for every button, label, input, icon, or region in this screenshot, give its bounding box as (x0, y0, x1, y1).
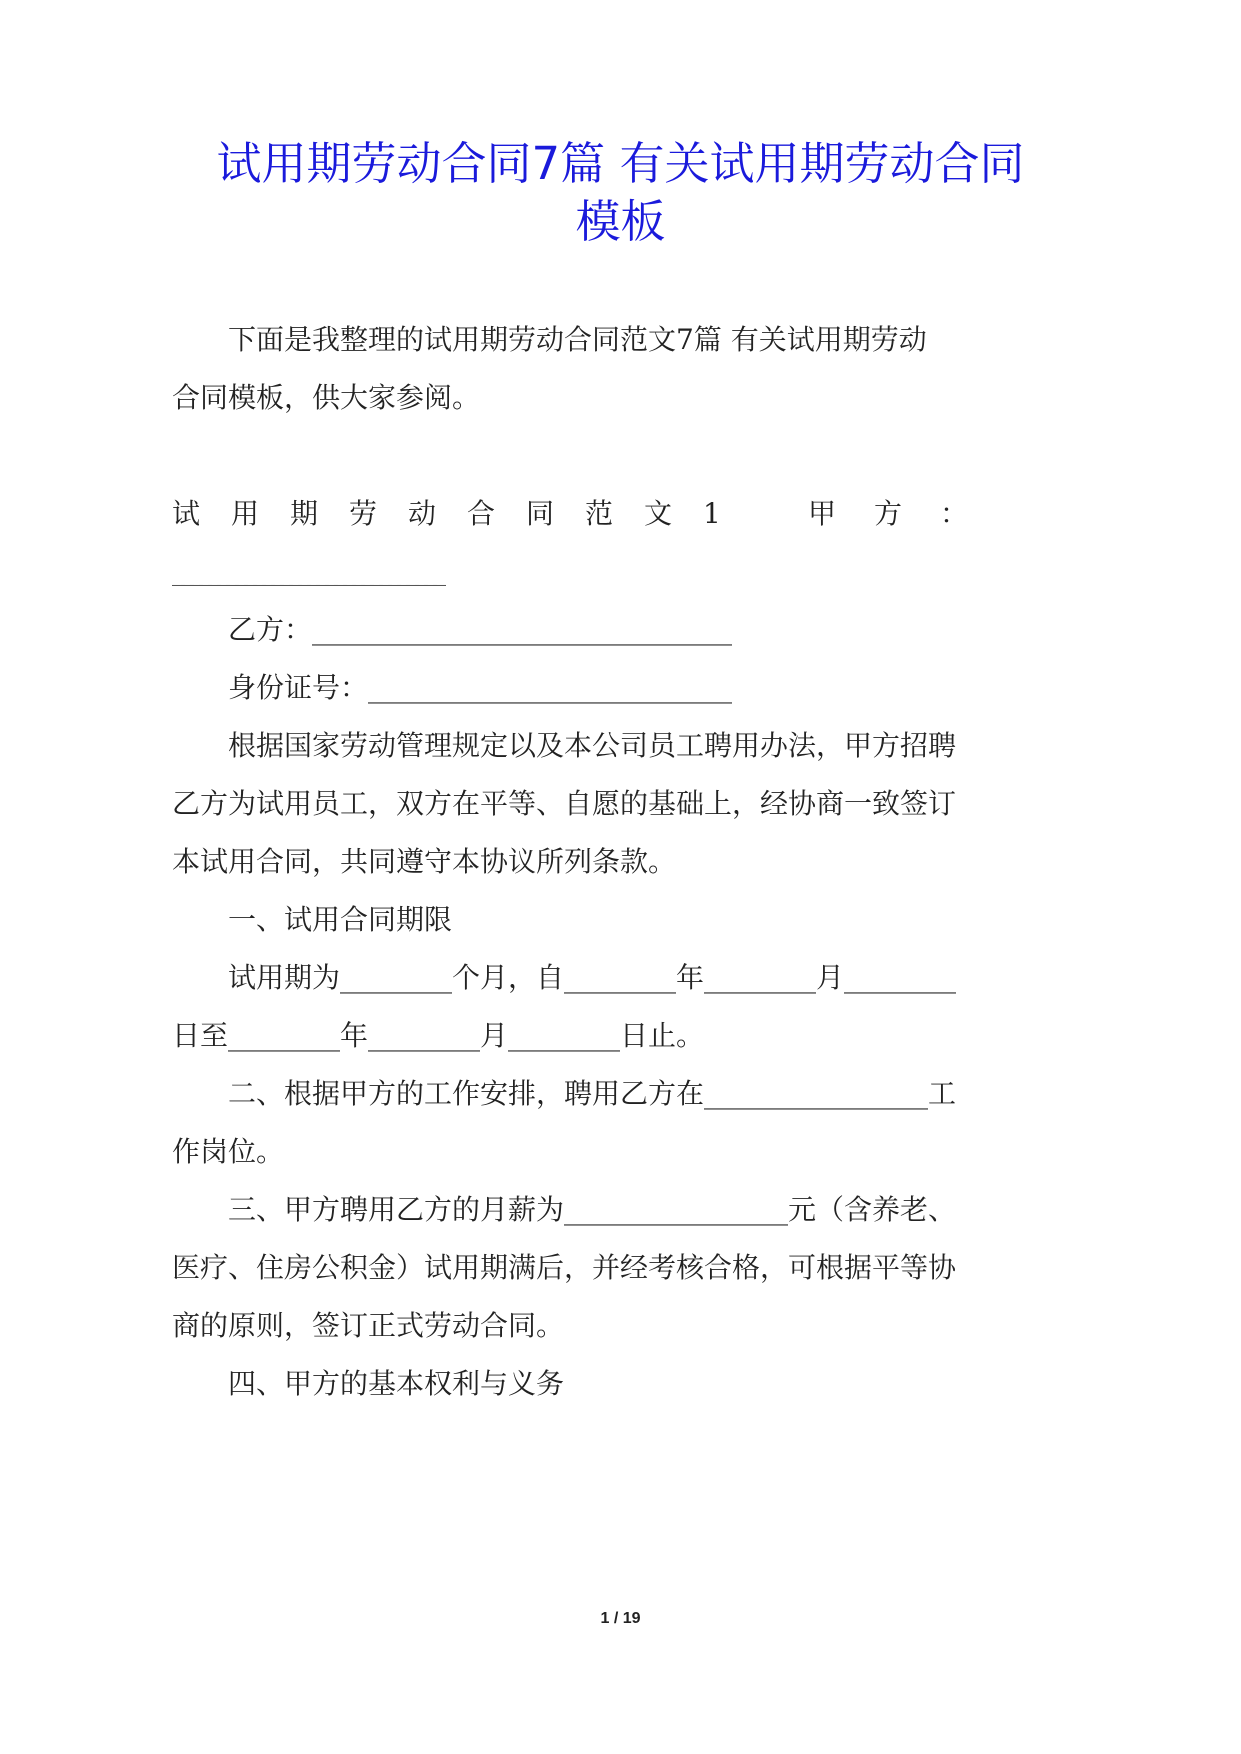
party-b-line: 乙方：______________________________ (228, 613, 733, 646)
id-number-line: 身份证号：__________________________ (228, 671, 733, 704)
section-1-line-1: 试用期为________个月，自________年________月________ (228, 961, 957, 994)
preamble-line-2: 乙方为试用员工，双方在平等、自愿的基础上，经协商一致签订 (172, 787, 957, 820)
section-3-line-2: 医疗、住房公积金）试用期满后，并经考核合格，可根据平等协 (172, 1251, 957, 1284)
document-title-line-2: 模板 (575, 195, 666, 248)
intro-line-2: 合同模板，供大家参阅。 (172, 381, 481, 414)
section-1-line-2: 日至________年________月________日止。 (172, 1019, 705, 1052)
document-title-line-1: 试用期劳动合同7篇 有关试用期劳动合同 (216, 137, 1025, 190)
party-a-label: 甲方： (808, 497, 1007, 530)
preamble-line-3: 本试用合同，共同遵守本协议所列条款。 (172, 845, 677, 878)
preamble-line-1: 根据国家劳动管理规定以及本公司员工聘用办法，甲方招聘 (228, 729, 957, 762)
contract-heading: 试用期劳动合同范文1 (172, 497, 752, 530)
section-4-title: 四、甲方的基本权利与义务 (228, 1367, 565, 1400)
section-3-line-1: 三、甲方聘用乙方的月薪为________________元（含养老、 (228, 1193, 957, 1226)
section-3-line-3: 商的原则，签订正式劳动合同。 (172, 1309, 565, 1342)
section-2-line-1: 二、根据甲方的工作安排，聘用乙方在________________工 (228, 1077, 957, 1110)
section-1-title: 一、试用合同期限 (228, 903, 453, 936)
page-number: 1 / 19 (600, 1610, 641, 1627)
party-a-blank: ______________________________ (172, 557, 442, 587)
section-2-line-2: 作岗位。 (172, 1135, 285, 1168)
intro-line-1: 下面是我整理的试用期劳动合同范文7篇 有关试用期劳动 (228, 323, 927, 356)
